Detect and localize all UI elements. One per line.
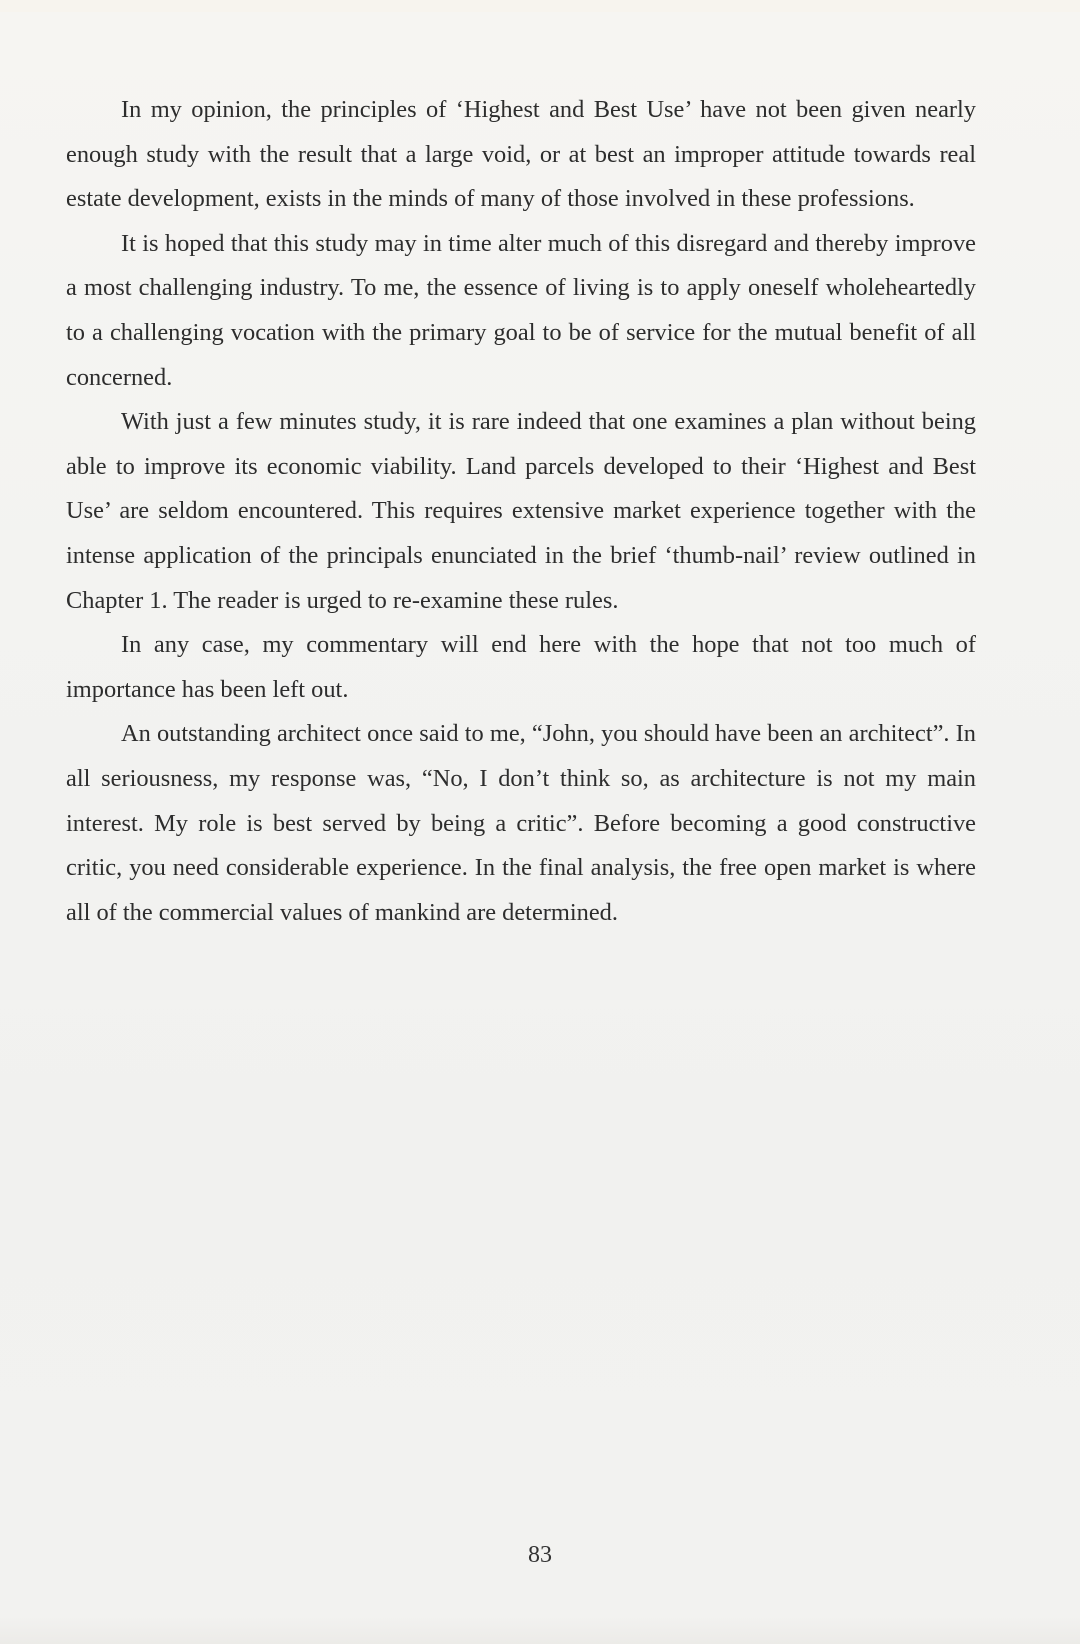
paragraph-5: An outstanding architect once said to me, “John, you should have been an architect”. In all seriousness, my response was, “No, I don’t think so, as architecture is not my main interest. My role is best served by being a critic”. Before becoming a good constructive critic, you need considerable experience. In the final analysis, the free open market is where all of the commercial values of mankind are determined. — [66, 720, 976, 926]
body-text — [66, 88, 976, 935]
paragraph-3: With just a few minutes study, it is rare indeed that one examines a plan without being able to improve its economic viability. Land parcels developed to their ‘Highest and Best Use’ are seldom encountered. This requires extensive market experience together with the intense application of the principals enunciated in the brief ‘thumb-nail’ review outlined in Chapter 1. The reader is urged to re-examine these rules. — [66, 408, 976, 614]
paragraph-1: In my opinion, the principles of ‘Highest and Best Use’ have not been given nearly enough study with the result that a large void, or at best an improper attitude towards real estate development, exists in the minds of many of those involved in these professions. — [66, 96, 976, 213]
paragraph-2: It is hoped that this study may in time alter much of this disregard and thereby improve a most challenging industry. To me, the essence of living is to apply oneself wholeheartedly to a challenging vocation with the primary goal to be of service for the mutual benefit of all concerned. — [66, 229, 976, 391]
paragraph-4: In any case, my commentary will end here with the hope that not too much of importance has been left out. — [66, 631, 976, 703]
page-number: 83 — [528, 1542, 552, 1568]
